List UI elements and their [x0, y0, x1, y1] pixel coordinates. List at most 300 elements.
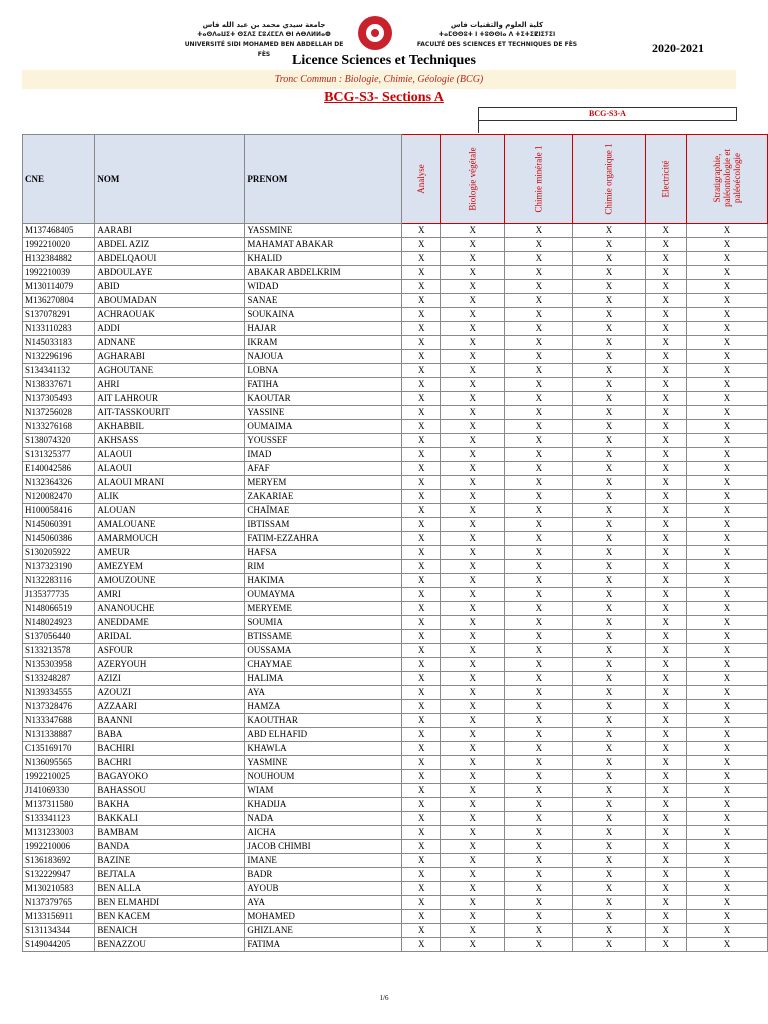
cell-enrollment-mark: X — [402, 392, 441, 406]
cell-enrollment-mark: X — [441, 462, 505, 476]
cell-enrollment-mark: X — [686, 238, 767, 252]
cell-cne: N137328476 — [23, 700, 95, 714]
cell-enrollment-mark: X — [441, 420, 505, 434]
cell-enrollment-mark: X — [402, 434, 441, 448]
cell-prenom: ZAKARIAE — [245, 490, 402, 504]
cell-enrollment-mark: X — [645, 686, 686, 700]
cell-prenom: CHAYMAE — [245, 658, 402, 672]
cell-cne: N137256028 — [23, 406, 95, 420]
cell-cne: N131338887 — [23, 728, 95, 742]
cell-enrollment-mark: X — [645, 672, 686, 686]
cell-enrollment-mark: X — [505, 490, 573, 504]
cell-enrollment-mark: X — [402, 574, 441, 588]
cell-enrollment-mark: X — [686, 308, 767, 322]
cell-prenom: NOUHOUM — [245, 770, 402, 784]
cell-cne: N145033183 — [23, 336, 95, 350]
cell-nom: AMEZYEM — [95, 560, 245, 574]
cell-enrollment-mark: X — [645, 336, 686, 350]
cell-cne: N132283116 — [23, 574, 95, 588]
cell-enrollment-mark: X — [441, 574, 505, 588]
program-subtitle: Tronc Commun : Biologie, Chimie, Géologie (BCG) — [22, 70, 736, 89]
cell-nom: AIT-TASSKOURIT — [95, 406, 245, 420]
cell-enrollment-mark: X — [402, 742, 441, 756]
cell-enrollment-mark: X — [402, 784, 441, 798]
cell-prenom: BADR — [245, 868, 402, 882]
cell-enrollment-mark: X — [505, 518, 573, 532]
cell-cne: M131233003 — [23, 826, 95, 840]
cell-prenom: HAMZA — [245, 700, 402, 714]
cell-cne: J141069330 — [23, 784, 95, 798]
cell-nom: ABOUMADAN — [95, 294, 245, 308]
table-row — [23, 574, 768, 588]
cell-enrollment-mark: X — [573, 770, 645, 784]
cell-enrollment-mark: X — [505, 924, 573, 938]
cell-enrollment-mark: X — [573, 224, 645, 238]
cell-enrollment-mark: X — [686, 756, 767, 770]
cell-enrollment-mark: X — [573, 532, 645, 546]
cell-enrollment-mark: X — [505, 322, 573, 336]
cell-enrollment-mark: X — [686, 532, 767, 546]
cell-enrollment-mark: X — [441, 350, 505, 364]
cell-enrollment-mark: X — [402, 476, 441, 490]
cell-nom: AKHABBIL — [95, 420, 245, 434]
cell-enrollment-mark: X — [441, 784, 505, 798]
cell-enrollment-mark: X — [573, 882, 645, 896]
cell-enrollment-mark: X — [573, 294, 645, 308]
cell-enrollment-mark: X — [573, 728, 645, 742]
cell-nom: ALOUAN — [95, 504, 245, 518]
table-header-row — [23, 135, 768, 224]
cell-prenom: KHADIJA — [245, 798, 402, 812]
cell-enrollment-mark: X — [505, 616, 573, 630]
column-header-prenom: PRENOM — [245, 135, 402, 224]
cell-enrollment-mark: X — [686, 448, 767, 462]
cell-nom: AZERYOUH — [95, 658, 245, 672]
cell-enrollment-mark: X — [573, 602, 645, 616]
cell-enrollment-mark: X — [402, 882, 441, 896]
cell-enrollment-mark: X — [686, 644, 767, 658]
cell-enrollment-mark: X — [505, 728, 573, 742]
cell-cne: N148024923 — [23, 616, 95, 630]
cell-cne: M136270804 — [23, 294, 95, 308]
cell-enrollment-mark: X — [645, 938, 686, 952]
column-header-biologie-vegetale: Biologie végétale — [441, 135, 505, 224]
cell-enrollment-mark: X — [645, 658, 686, 672]
cell-prenom: MOHAMED — [245, 910, 402, 924]
cell-enrollment-mark: X — [402, 812, 441, 826]
cell-enrollment-mark: X — [686, 882, 767, 896]
cell-cne: E140042586 — [23, 462, 95, 476]
cell-enrollment-mark: X — [505, 770, 573, 784]
cell-cne: 1992210020 — [23, 238, 95, 252]
cell-enrollment-mark: X — [441, 798, 505, 812]
cell-enrollment-mark: X — [686, 518, 767, 532]
cell-enrollment-mark: X — [441, 630, 505, 644]
cell-enrollment-mark: X — [573, 588, 645, 602]
table-row — [23, 840, 768, 854]
cell-nom: AARABI — [95, 224, 245, 238]
cell-enrollment-mark: X — [505, 448, 573, 462]
cell-enrollment-mark: X — [505, 644, 573, 658]
cell-enrollment-mark: X — [573, 658, 645, 672]
cell-nom: BAGAYOKO — [95, 770, 245, 784]
cell-enrollment-mark: X — [505, 308, 573, 322]
cell-cne: S131325377 — [23, 448, 95, 462]
cell-prenom: HAKIMA — [245, 574, 402, 588]
cell-enrollment-mark: X — [505, 882, 573, 896]
cell-nom: AMOUZOUNE — [95, 574, 245, 588]
table-row — [23, 532, 768, 546]
cell-enrollment-mark: X — [573, 476, 645, 490]
cell-enrollment-mark: X — [505, 532, 573, 546]
cell-enrollment-mark: X — [402, 700, 441, 714]
cell-enrollment-mark: X — [402, 252, 441, 266]
cell-cne: S136183692 — [23, 854, 95, 868]
table-row — [23, 602, 768, 616]
cell-enrollment-mark: X — [686, 560, 767, 574]
cell-enrollment-mark: X — [645, 840, 686, 854]
table-row — [23, 476, 768, 490]
cell-enrollment-mark: X — [505, 350, 573, 364]
cell-prenom: OUSSAMA — [245, 644, 402, 658]
column-header-electricite: Electricité — [645, 135, 686, 224]
cell-enrollment-mark: X — [441, 490, 505, 504]
cell-enrollment-mark: X — [441, 364, 505, 378]
cell-enrollment-mark: X — [573, 490, 645, 504]
cell-nom: BACHIRI — [95, 742, 245, 756]
cell-prenom: WIDAD — [245, 280, 402, 294]
cell-enrollment-mark: X — [686, 728, 767, 742]
cell-cne: N133347688 — [23, 714, 95, 728]
cell-enrollment-mark: X — [402, 560, 441, 574]
cell-enrollment-mark: X — [441, 756, 505, 770]
cell-nom: AMALOUANE — [95, 518, 245, 532]
cell-cne: N137305493 — [23, 392, 95, 406]
cell-enrollment-mark: X — [505, 252, 573, 266]
cell-enrollment-mark: X — [505, 896, 573, 910]
table-row — [23, 728, 768, 742]
table-row — [23, 742, 768, 756]
cell-enrollment-mark: X — [505, 560, 573, 574]
cell-enrollment-mark: X — [645, 588, 686, 602]
cell-prenom: JACOB CHIMBI — [245, 840, 402, 854]
cell-enrollment-mark: X — [402, 266, 441, 280]
table-row — [23, 266, 768, 280]
cell-enrollment-mark: X — [402, 406, 441, 420]
cell-prenom: WIAM — [245, 784, 402, 798]
cell-enrollment-mark: X — [573, 686, 645, 700]
cell-enrollment-mark: X — [402, 616, 441, 630]
cell-nom: ABDOULAYE — [95, 266, 245, 280]
cell-nom: AMARMOUCH — [95, 532, 245, 546]
cell-enrollment-mark: X — [645, 476, 686, 490]
cell-enrollment-mark: X — [402, 350, 441, 364]
cell-enrollment-mark: X — [573, 448, 645, 462]
cell-enrollment-mark: X — [402, 868, 441, 882]
cell-nom: AGHARABI — [95, 350, 245, 364]
cell-prenom: AYA — [245, 686, 402, 700]
table-row — [23, 308, 768, 322]
cell-enrollment-mark: X — [573, 252, 645, 266]
cell-enrollment-mark: X — [686, 630, 767, 644]
cell-prenom: SANAE — [245, 294, 402, 308]
cell-enrollment-mark: X — [402, 322, 441, 336]
cell-enrollment-mark: X — [573, 812, 645, 826]
cell-nom: AIT LAHROUR — [95, 392, 245, 406]
cell-enrollment-mark: X — [573, 644, 645, 658]
cell-enrollment-mark: X — [441, 294, 505, 308]
cell-enrollment-mark: X — [505, 434, 573, 448]
cell-nom: BENAZZOU — [95, 938, 245, 952]
cell-nom: ARIDAL — [95, 630, 245, 644]
cell-nom: BAHASSOU — [95, 784, 245, 798]
cell-prenom: AYA — [245, 896, 402, 910]
cell-cne: S131134344 — [23, 924, 95, 938]
cell-enrollment-mark: X — [573, 560, 645, 574]
cell-enrollment-mark: X — [645, 406, 686, 420]
cell-enrollment-mark: X — [645, 798, 686, 812]
table-row — [23, 644, 768, 658]
cell-cne: N120082470 — [23, 490, 95, 504]
cell-enrollment-mark: X — [645, 728, 686, 742]
cell-enrollment-mark: X — [402, 420, 441, 434]
cell-nom: AKHSASS — [95, 434, 245, 448]
cell-nom: ADNANE — [95, 336, 245, 350]
cell-prenom: MAHAMAT ABAKAR — [245, 238, 402, 252]
cell-enrollment-mark: X — [505, 826, 573, 840]
cell-enrollment-mark: X — [402, 630, 441, 644]
group-label: BCG-S3-A — [478, 107, 737, 121]
cell-enrollment-mark: X — [402, 714, 441, 728]
cell-nom: BAMBAM — [95, 826, 245, 840]
cell-enrollment-mark: X — [441, 406, 505, 420]
cell-cne: N132296196 — [23, 350, 95, 364]
cell-enrollment-mark: X — [686, 784, 767, 798]
cell-enrollment-mark: X — [505, 476, 573, 490]
cell-enrollment-mark: X — [573, 896, 645, 910]
cell-enrollment-mark: X — [441, 616, 505, 630]
cell-cne: N138337671 — [23, 378, 95, 392]
cell-enrollment-mark: X — [402, 686, 441, 700]
cell-enrollment-mark: X — [441, 336, 505, 350]
cell-enrollment-mark: X — [441, 518, 505, 532]
cell-prenom: AFAF — [245, 462, 402, 476]
cell-enrollment-mark: X — [441, 882, 505, 896]
cell-enrollment-mark: X — [505, 378, 573, 392]
cell-prenom: MERYEME — [245, 602, 402, 616]
cell-enrollment-mark: X — [505, 504, 573, 518]
cell-enrollment-mark: X — [402, 308, 441, 322]
table-row — [23, 686, 768, 700]
cell-enrollment-mark: X — [573, 826, 645, 840]
cell-enrollment-mark: X — [505, 910, 573, 924]
cell-enrollment-mark: X — [505, 630, 573, 644]
cell-nom: ADDI — [95, 322, 245, 336]
cell-nom: BEJTALA — [95, 868, 245, 882]
cell-enrollment-mark: X — [645, 910, 686, 924]
cell-nom: ANANOUCHE — [95, 602, 245, 616]
cell-enrollment-mark: X — [686, 854, 767, 868]
cell-enrollment-mark: X — [505, 784, 573, 798]
cell-enrollment-mark: X — [402, 798, 441, 812]
cell-cne: M130210583 — [23, 882, 95, 896]
cell-enrollment-mark: X — [645, 756, 686, 770]
cell-enrollment-mark: X — [686, 504, 767, 518]
cell-enrollment-mark: X — [573, 392, 645, 406]
table-row — [23, 518, 768, 532]
cell-prenom: YASMINE — [245, 756, 402, 770]
cell-enrollment-mark: X — [573, 938, 645, 952]
cell-enrollment-mark: X — [573, 322, 645, 336]
cell-nom: BABA — [95, 728, 245, 742]
cell-cne: N139334555 — [23, 686, 95, 700]
table-row — [23, 826, 768, 840]
cell-enrollment-mark: X — [441, 854, 505, 868]
cell-enrollment-mark: X — [645, 826, 686, 840]
cell-enrollment-mark: X — [645, 490, 686, 504]
cell-enrollment-mark: X — [686, 658, 767, 672]
cell-enrollment-mark: X — [686, 896, 767, 910]
cell-enrollment-mark: X — [645, 518, 686, 532]
cell-prenom: SOUKAINA — [245, 308, 402, 322]
cell-enrollment-mark: X — [645, 252, 686, 266]
cell-prenom: GHIZLANE — [245, 924, 402, 938]
cell-cne: N132364326 — [23, 476, 95, 490]
cell-enrollment-mark: X — [573, 868, 645, 882]
cell-enrollment-mark: X — [402, 238, 441, 252]
cell-enrollment-mark: X — [645, 238, 686, 252]
cell-enrollment-mark: X — [402, 588, 441, 602]
cell-enrollment-mark: X — [441, 560, 505, 574]
cell-nom: ABDEL AZIZ — [95, 238, 245, 252]
table-row — [23, 560, 768, 574]
cell-enrollment-mark: X — [402, 504, 441, 518]
table-row — [23, 756, 768, 770]
cell-cne: N137323190 — [23, 560, 95, 574]
cell-enrollment-mark: X — [505, 224, 573, 238]
cell-enrollment-mark: X — [441, 392, 505, 406]
cell-enrollment-mark: X — [686, 938, 767, 952]
cell-cne: 1992210006 — [23, 840, 95, 854]
cell-enrollment-mark: X — [686, 826, 767, 840]
faculty-name-french: FACULTÉ DES SCIENCES ET TECHNIQUES DE FÈS — [416, 41, 578, 48]
table-row — [23, 364, 768, 378]
cell-enrollment-mark: X — [402, 364, 441, 378]
university-name-french: UNIVERSITÉ SIDI MOHAMED BEN ABDELLAH DE FÈS — [184, 41, 344, 58]
cell-prenom: KAOUTHAR — [245, 714, 402, 728]
cell-enrollment-mark: X — [441, 434, 505, 448]
cell-enrollment-mark: X — [645, 392, 686, 406]
cell-enrollment-mark: X — [645, 574, 686, 588]
cell-enrollment-mark: X — [573, 784, 645, 798]
table-row — [23, 896, 768, 910]
table-row — [23, 434, 768, 448]
cell-enrollment-mark: X — [686, 616, 767, 630]
cell-prenom: HALIMA — [245, 672, 402, 686]
faculty-seal-icon — [358, 16, 392, 50]
cell-enrollment-mark: X — [573, 616, 645, 630]
cell-prenom: NAJOUA — [245, 350, 402, 364]
cell-enrollment-mark: X — [441, 602, 505, 616]
cell-enrollment-mark: X — [645, 616, 686, 630]
cell-enrollment-mark: X — [686, 294, 767, 308]
cell-enrollment-mark: X — [573, 504, 645, 518]
cell-enrollment-mark: X — [573, 700, 645, 714]
cell-enrollment-mark: X — [402, 462, 441, 476]
cell-prenom: KAOUTAR — [245, 392, 402, 406]
cell-nom: AZZAARI — [95, 700, 245, 714]
group-label-spacer — [478, 120, 736, 133]
cell-enrollment-mark: X — [686, 700, 767, 714]
cell-enrollment-mark: X — [686, 336, 767, 350]
cell-cne: M137468405 — [23, 224, 95, 238]
cell-cne: M133156911 — [23, 910, 95, 924]
cell-enrollment-mark: X — [505, 742, 573, 756]
cell-enrollment-mark: X — [402, 938, 441, 952]
cell-nom: ABID — [95, 280, 245, 294]
column-header-nom: NOM — [95, 135, 245, 224]
cell-enrollment-mark: X — [686, 434, 767, 448]
cell-enrollment-mark: X — [505, 574, 573, 588]
cell-prenom: YASSINE — [245, 406, 402, 420]
cell-nom: BACHRI — [95, 756, 245, 770]
cell-enrollment-mark: X — [505, 546, 573, 560]
cell-enrollment-mark: X — [505, 392, 573, 406]
cell-enrollment-mark: X — [686, 924, 767, 938]
cell-nom: AZIZI — [95, 672, 245, 686]
cell-prenom: HAJAR — [245, 322, 402, 336]
university-name-tifinagh: ⵜⴰⵙⴷⴰⵡⵉⵜ ⵙⵉⴷⵉ ⵎⵓⵃⵎⵎⴷ ⴱⵏ ⵄⴱⴷⵍⵍⴰⵀ — [197, 31, 331, 38]
cell-enrollment-mark: X — [402, 756, 441, 770]
cell-enrollment-mark: X — [402, 658, 441, 672]
cell-enrollment-mark: X — [686, 322, 767, 336]
cell-prenom: NADA — [245, 812, 402, 826]
cell-enrollment-mark: X — [441, 532, 505, 546]
cell-enrollment-mark: X — [505, 294, 573, 308]
cell-enrollment-mark: X — [441, 812, 505, 826]
cell-cne: N145060391 — [23, 518, 95, 532]
cell-enrollment-mark: X — [686, 672, 767, 686]
cell-cne: S134341132 — [23, 364, 95, 378]
cell-enrollment-mark: X — [505, 406, 573, 420]
cell-prenom: BTISSAME — [245, 630, 402, 644]
table-row — [23, 238, 768, 252]
cell-cne: S133341123 — [23, 812, 95, 826]
cell-cne: S138074320 — [23, 434, 95, 448]
cell-prenom: AYOUB — [245, 882, 402, 896]
cell-enrollment-mark: X — [573, 406, 645, 420]
table-row — [23, 938, 768, 952]
cell-enrollment-mark: X — [645, 644, 686, 658]
cell-nom: ABDELQAOUI — [95, 252, 245, 266]
cell-enrollment-mark: X — [686, 462, 767, 476]
cell-nom: BEN ALLA — [95, 882, 245, 896]
cell-prenom: KHALID — [245, 252, 402, 266]
cell-enrollment-mark: X — [402, 826, 441, 840]
cell-cne: H100058416 — [23, 504, 95, 518]
cell-prenom: IMAD — [245, 448, 402, 462]
cell-enrollment-mark: X — [441, 266, 505, 280]
table-row — [23, 854, 768, 868]
cell-enrollment-mark: X — [686, 490, 767, 504]
cell-enrollment-mark: X — [402, 532, 441, 546]
cell-enrollment-mark: X — [441, 448, 505, 462]
cell-enrollment-mark: X — [441, 546, 505, 560]
cell-enrollment-mark: X — [402, 378, 441, 392]
cell-enrollment-mark: X — [573, 280, 645, 294]
cell-prenom: ABAKAR ABDELKRIM — [245, 266, 402, 280]
table-row — [23, 336, 768, 350]
